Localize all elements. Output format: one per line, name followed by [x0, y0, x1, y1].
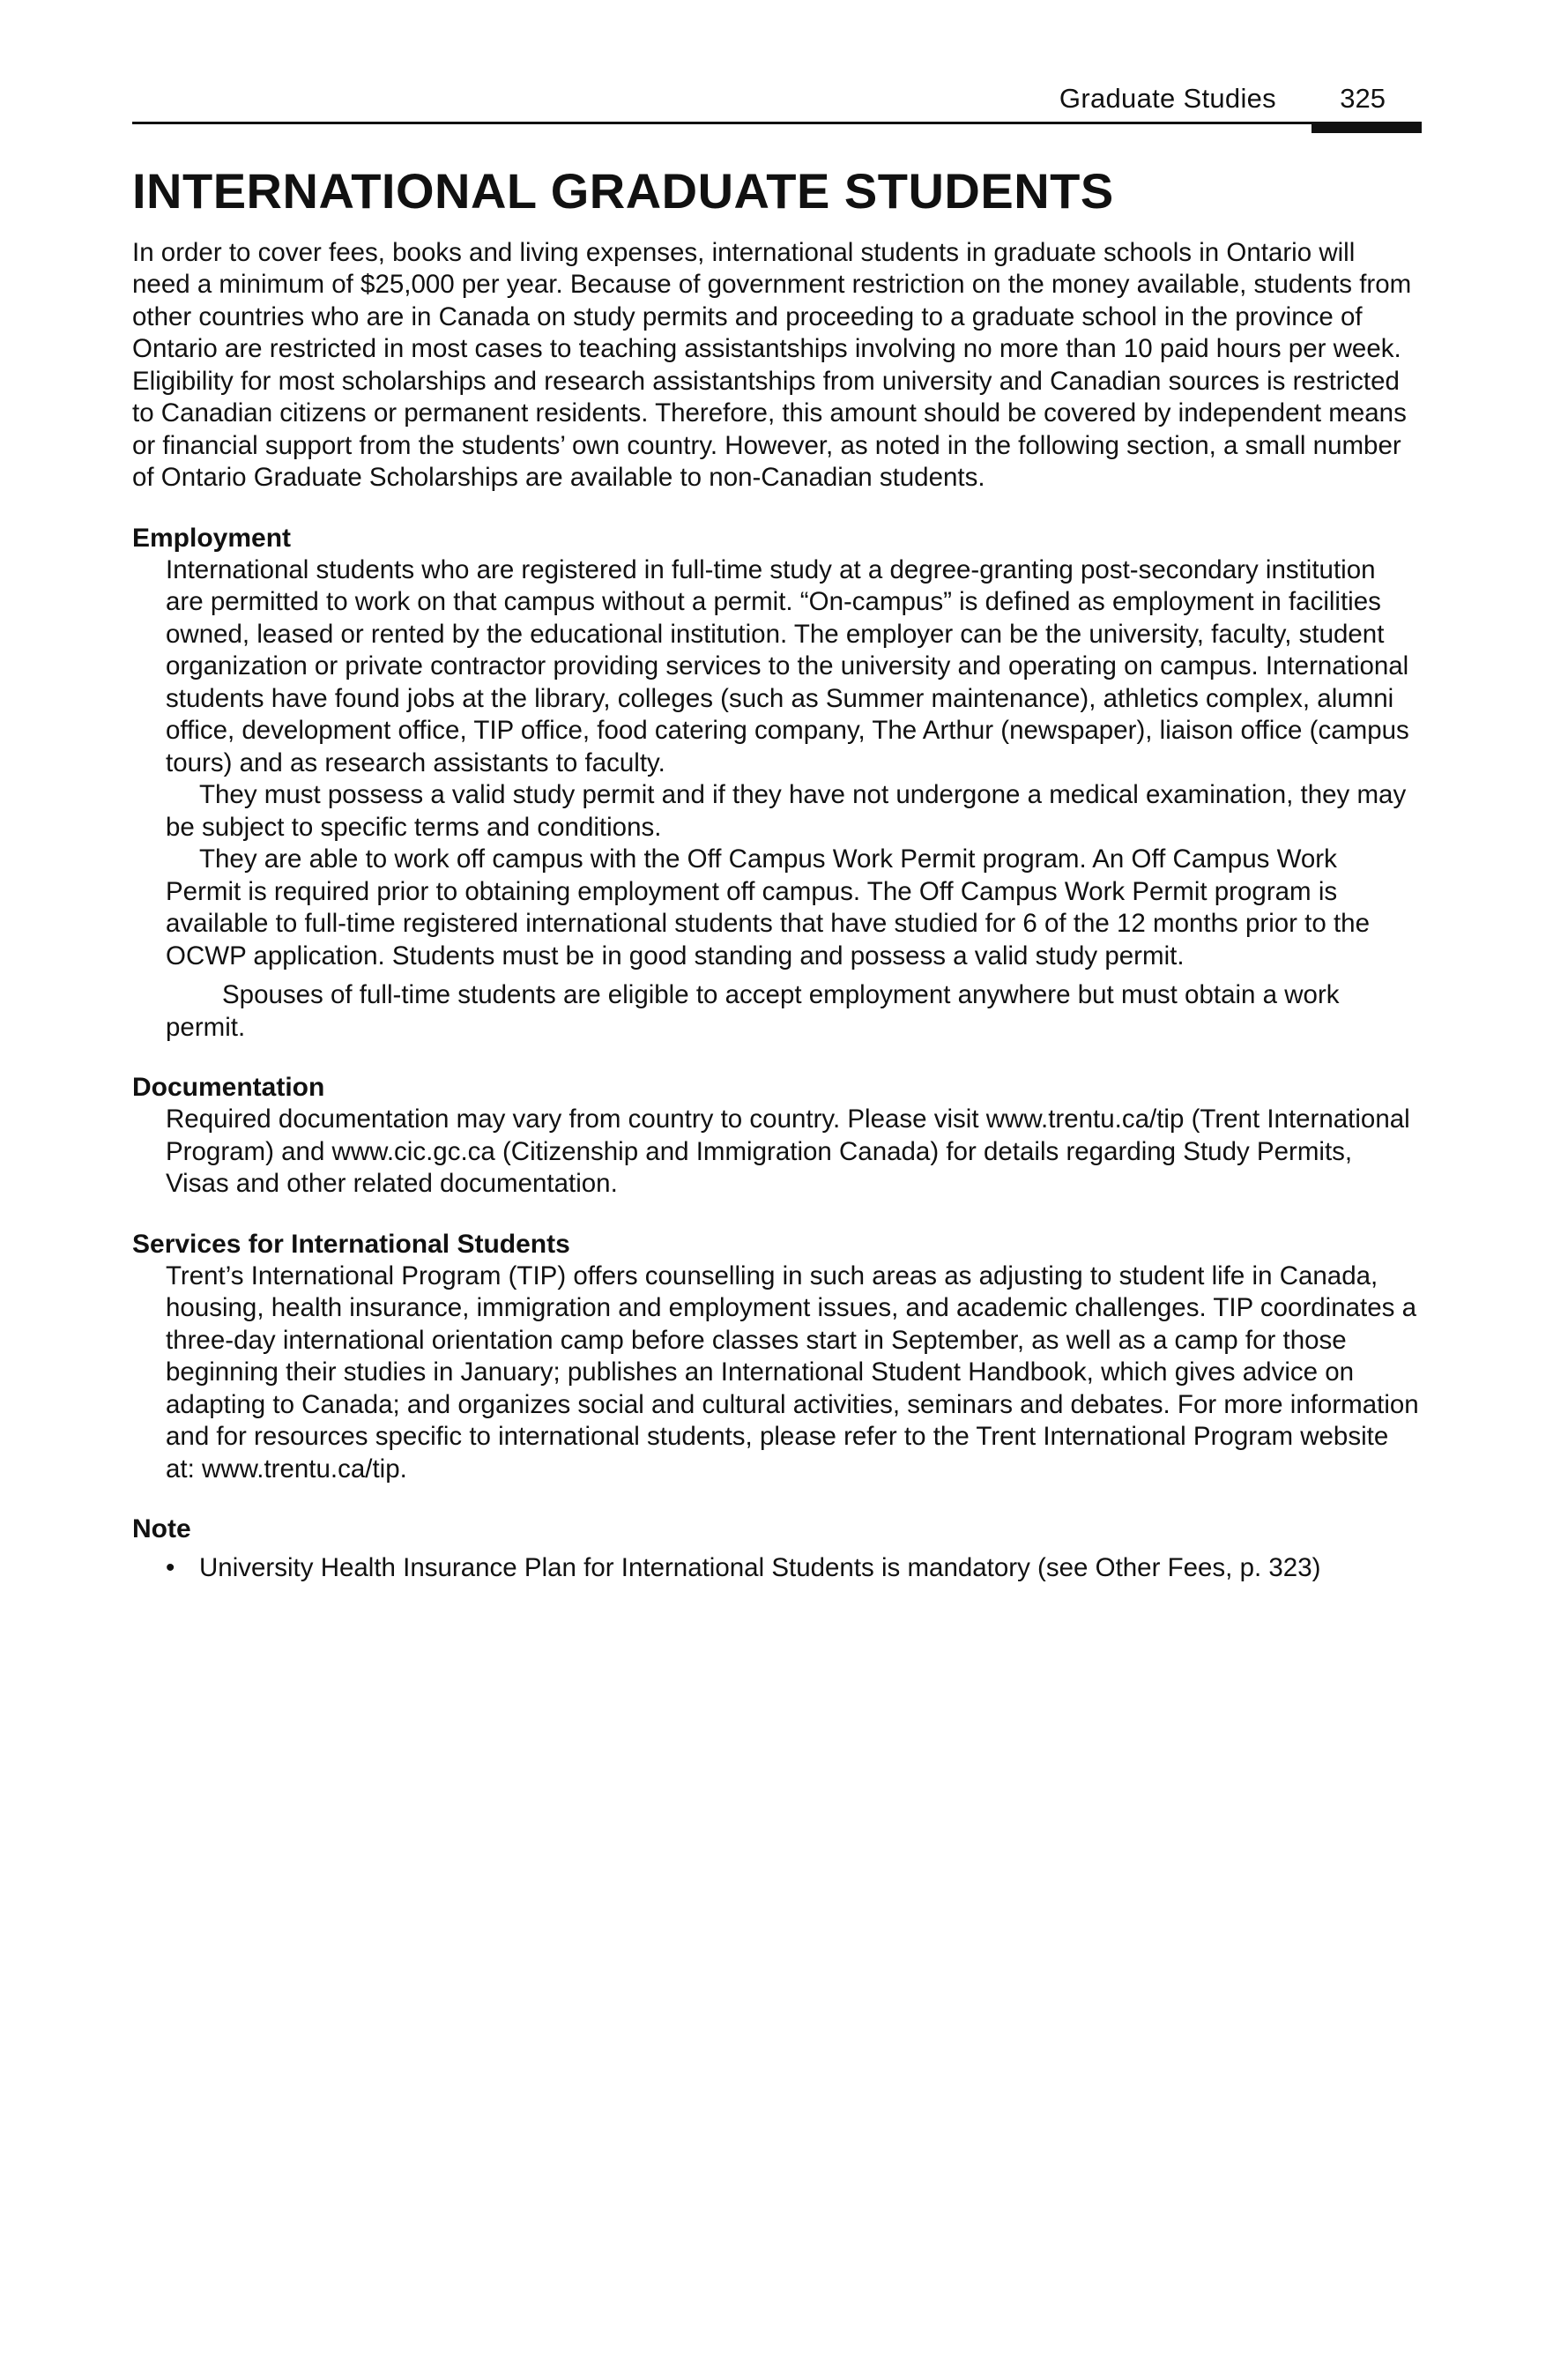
employment-paragraph-3: They are able to work off campus with the Off Campus Work Permit program. An Off Campus Work Permit is required prior to obtaining employment off campus. The Off Campus Work Permit program is available to full-time registered international students that have studied for 6 of the 12 months prior to the OCWP application. Students must be in good standing and possess a valid study permit. [166, 844, 1370, 971]
services-heading: Services for International Students [132, 1229, 570, 1259]
services-paragraph: Trent’s International Program (TIP) offers counselling in such areas as adjusting to student life in Canada, housing, health insurance, immigration and employment issues, and academic challenges. TIP coordinates a three-day international orientation camp before classes start in September, as well as a camp for those beginning their studies in January; publishes an International Student Handbook, which gives advice on adapting to Canada; and organizes social and cultural activities, seminars and debates. For more information and for resources specific to international students, please refer to the Trent International Program website at: www.trentu.ca/tip. [166, 1261, 1419, 1484]
note-item-text: University Health Insurance Plan for International Students is mandatory (see Other Fees, p. 323) [199, 1553, 1321, 1583]
document-page [132, 79, 1419, 1585]
documentation-heading: Documentation [132, 1073, 325, 1103]
employment-body [132, 554, 1419, 1045]
employment-section [132, 523, 1419, 1045]
note-heading: Note [132, 1514, 191, 1544]
services-section [132, 1229, 1419, 1486]
services-body [132, 1261, 1419, 1486]
header-tab-bar [1312, 122, 1422, 133]
employment-paragraph-2: They must possess a valid study permit and if they have not undergone a medical examination, they may be subject to specific terms and conditions. [166, 780, 1407, 842]
header-rule [132, 122, 1419, 124]
page-title: INTERNATIONAL GRADUATE STUDENTS [132, 163, 1114, 219]
employment-paragraph-4: Spouses of full-time students are eligible to accept employment anywhere but must obtain a work permit. [166, 980, 1340, 1042]
documentation-paragraph: Required documentation may vary from country to country. Please visit www.trentu.ca/tip (Trent International Program) and www.cic.gc.ca (Citizenship and Immigration Canada) for details regarding Study Permits, Visas and other related documentation. [166, 1104, 1410, 1199]
employment-paragraph-1: International students who are registered in full-time study at a degree-granting post-secondary institution are permitted to work on that campus without a permit. “On-campus” is defined as employment in facilities owned, leased or rented by the educational institution. The employer can be the university, faculty, student organization or private contractor providing services to the university and operating on campus. International students have found jobs at the library, colleges (such as Summer maintenance), athletics complex, alumni office, development office, TIP office, food catering company, The Arthur (newspaper), liaison office (campus tours) and as research assistants to faculty. [166, 554, 1409, 777]
page-number: 325 [1340, 83, 1386, 114]
list-item [166, 1552, 1419, 1585]
note-section [132, 1514, 1419, 1585]
employment-heading: Employment [132, 523, 292, 553]
running-header-section: Graduate Studies [1059, 83, 1276, 114]
documentation-section [132, 1072, 1419, 1201]
running-header [132, 79, 1419, 123]
intro-paragraph: In order to cover fees, books and living expenses, international students in graduate schools in Ontario will need a minimum of $25,000 per year. Because of government restriction on the money available, students from other countries who are in Canada on study permits and proceeding to a graduate school in the province of Ontario are restricted in most cases to teaching assistantships involving no more than 10 paid hours per week. Eligibility for most scholarships and research assistantships from university and Canadian sources is restricted to Canadian citizens or permanent residents. Therefore, this amount should be covered by independent means or financial support from the students’ own country. However, as noted in the following section, a small number of Ontario Graduate Scholarships are available to non-Canadian students. [132, 237, 1412, 493]
note-list [132, 1552, 1419, 1585]
bullet-icon: • [166, 1553, 175, 1583]
documentation-body [132, 1104, 1419, 1201]
